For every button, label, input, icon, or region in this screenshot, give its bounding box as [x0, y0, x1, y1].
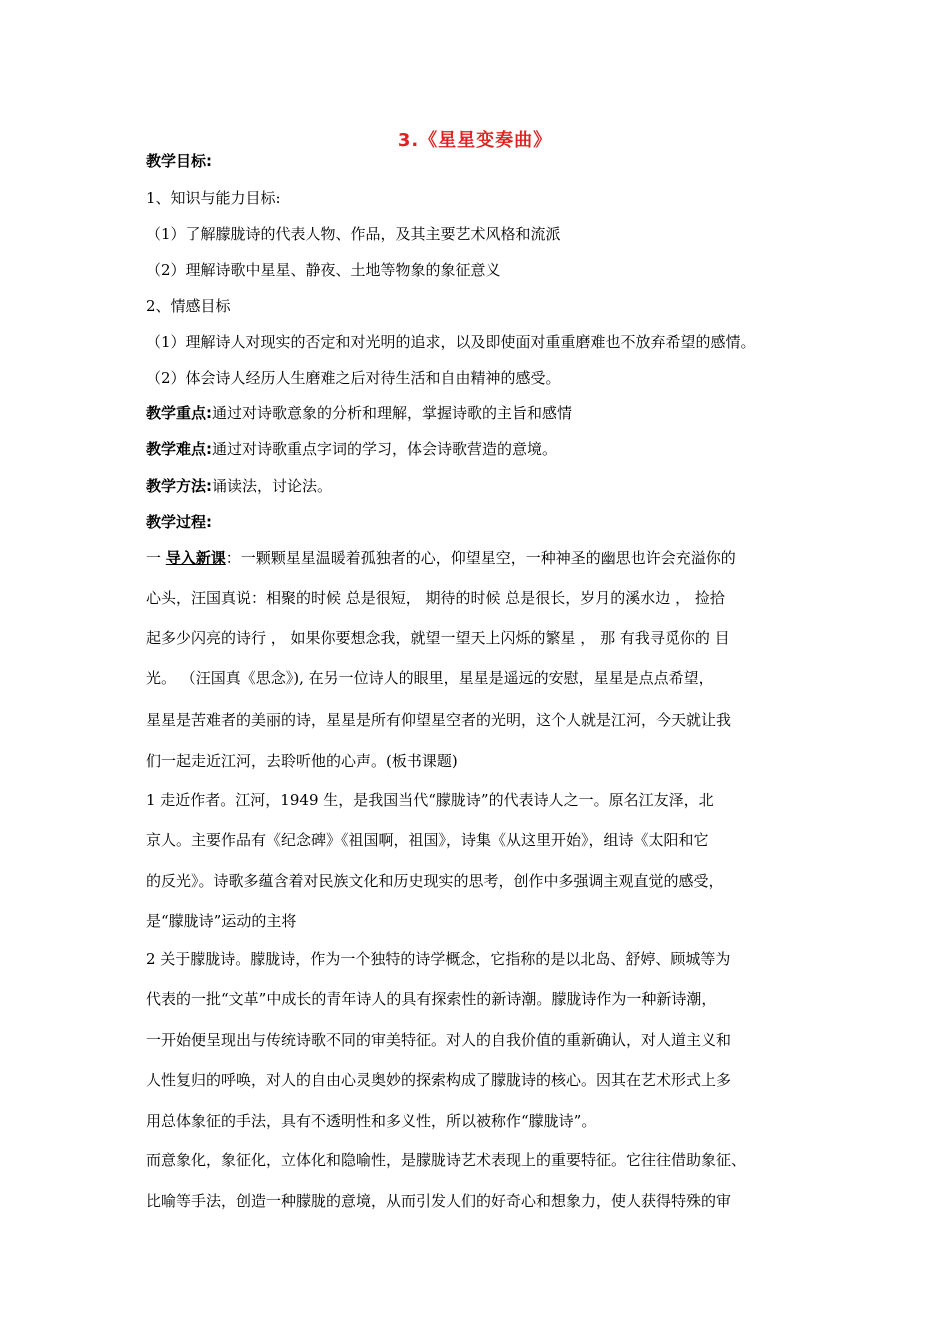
- methods-label: 教学方法:: [146, 477, 212, 495]
- goal-2-b: （2）体会诗人经历人生磨难之后对待生活和自由精神的感受。: [146, 369, 561, 387]
- intro-line-6: 们一起走近江河，去聆听他的心声。(板书课题): [146, 752, 458, 770]
- key-points: [146, 403, 572, 423]
- intro-text: ：一颗颗星星温暖着孤独者的心，仰望星空，一种神圣的幽思也许会充溢你的: [225, 549, 736, 567]
- intro-label: 导入新课: [165, 549, 226, 567]
- intro-line-3: 起多少闪亮的诗行 ， 如果你要想念我，就望一望天上闪烁的繁星 ， 那 有我寻觅你的 目: [146, 629, 730, 647]
- menglong-line-4: 人性复归的呼唤，对人的自由心灵奥妙的探索构成了朦胧诗的核心。因其在艺术形式上多: [146, 1071, 732, 1089]
- features-line-1: 而意象化，象征化，立体化和隐喻性，是朦胧诗艺术表现上的重要特征。它往往借助象征、: [146, 1151, 747, 1169]
- difficulties-text: 通过对诗歌重点字词的学习，体会诗歌营造的意境。: [212, 440, 558, 458]
- goal-1: 1、知识与能力目标:: [146, 189, 281, 207]
- goals-heading: 教学目标:: [146, 152, 212, 170]
- intro-line-4: 光。 （汪国真《思念》), 在另一位诗人的眼里，星星是遥远的安慰，星星是点点希望，: [146, 669, 714, 687]
- goal-1-a: （1）了解朦胧诗的代表人物、作品，及其主要艺术风格和流派: [146, 225, 561, 243]
- author-line-4: 是“朦胧诗”运动的主将: [146, 912, 297, 930]
- menglong-line-3: 一开始便呈现出与传统诗歌不同的审美特征。对人的自我价值的重新确认，对人道主义和: [146, 1031, 732, 1049]
- author-line-3: 的反光》。诗歌多蕴含着对民族文化和历史现实的思考，创作中多强调主观直觉的感受，: [146, 872, 724, 890]
- key-points-label: 教学重点:: [146, 404, 212, 422]
- methods-text: 诵读法，讨论法。: [212, 477, 333, 495]
- methods: [146, 476, 332, 496]
- menglong-line-5: 用总体象征的手法，具有不透明性和多义性，所以被称作“朦胧诗”。: [146, 1112, 597, 1130]
- document-title: 3.《星星变奏曲》: [397, 130, 553, 151]
- menglong-line-1: 2 关于朦胧诗。朦胧诗，作为一个独特的诗学概念，它指称的是以北岛、舒婷、顾城等为: [146, 950, 731, 968]
- difficulties: [146, 439, 557, 459]
- intro-line-2: 心头，汪国真说：相聚的时候 总是很短， 期待的时候 总是很长，岁月的溪水边 ， 捡拾: [146, 589, 725, 607]
- goal-2: 2、情感目标: [146, 297, 231, 315]
- author-line-1: 1 走近作者。江河，1949 生，是我国当代“朦胧诗”的代表诗人之一。原名江友泽，北: [146, 791, 714, 809]
- goal-1-b: （2）理解诗歌中星星、静夜、土地等物象的象征意义: [146, 261, 501, 279]
- difficulties-label: 教学难点:: [146, 440, 212, 458]
- process-heading: 教学过程:: [146, 513, 212, 531]
- key-points-text: 通过对诗歌意象的分析和理解，掌握诗歌的主旨和感情: [212, 404, 573, 422]
- intro-line-1: [146, 548, 736, 568]
- goal-2-a: （1）理解诗人对现实的否定和对光明的追求，以及即使面对重重磨难也不放弃希望的感情。: [146, 333, 756, 351]
- author-line-2: 京人。主要作品有《纪念碑》《祖国啊，祖国》，诗集《从这里开始》，组诗《太阳和它: [146, 831, 709, 849]
- intro-prefix: 一: [146, 549, 166, 567]
- features-line-2: 比喻等手法，创造一种朦胧的意境，从而引发人们的好奇心和想象力，使人获得特殊的审: [146, 1192, 732, 1210]
- menglong-line-2: 代表的一批“文革”中成长的青年诗人的具有探索性的新诗潮。朦胧诗作为一种新诗潮，: [146, 990, 717, 1008]
- intro-line-5: 星星是苦难者的美丽的诗，星星是所有仰望星空者的光明，这个人就是江河，今天就让我: [146, 711, 732, 729]
